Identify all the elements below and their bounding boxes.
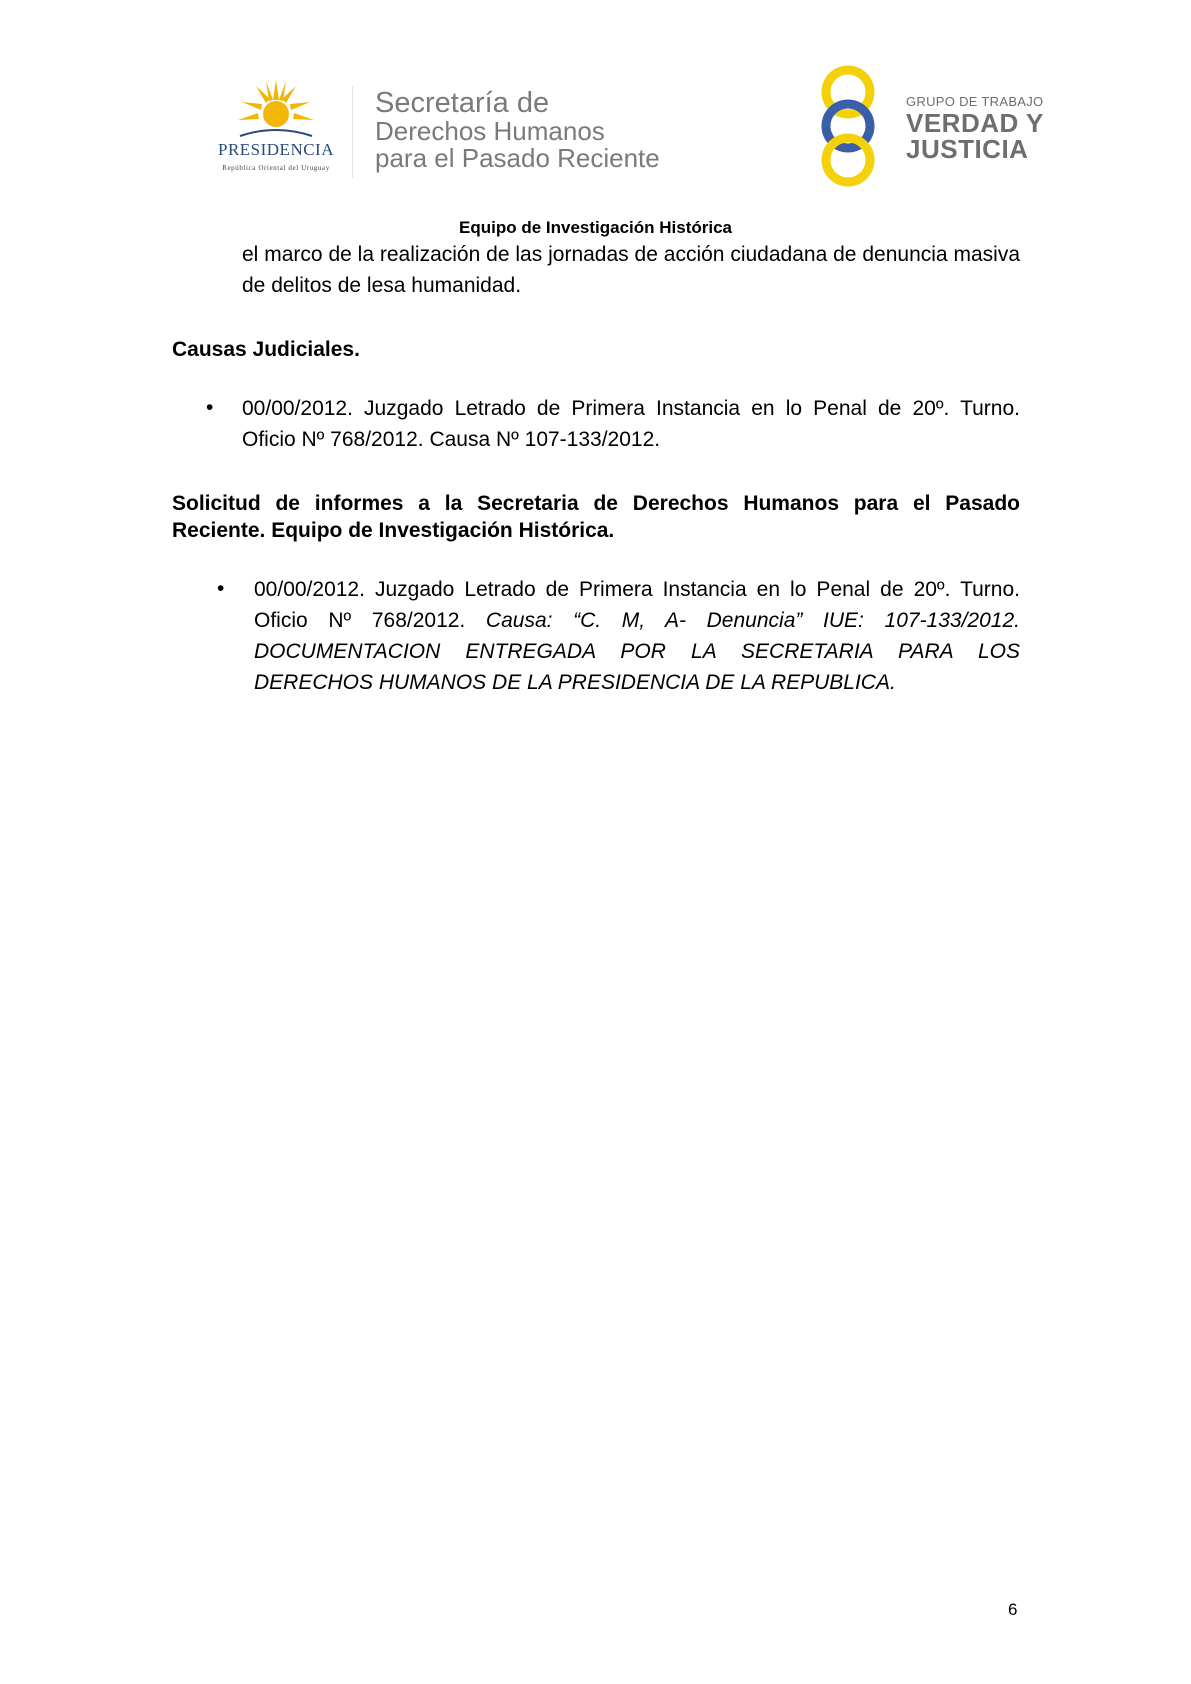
continuation-paragraph: el marco de la realización de las jornadas de acción ciudadana de denuncia masiva de delitos de lesa humanidad. bbox=[242, 243, 1020, 297]
header-divider bbox=[352, 86, 353, 178]
secretaria-line-3: para el Pasado Reciente bbox=[375, 143, 660, 173]
bullet-icon: • bbox=[217, 577, 225, 600]
secretaria-logo-text bbox=[375, 88, 705, 172]
grupo-line-3: JUSTICIA bbox=[906, 134, 1029, 164]
presidencia-subtitle: República Oriental del Uruguay bbox=[222, 164, 330, 172]
presidencia-wordmark: PRESIDENCIA bbox=[217, 140, 334, 159]
page-number: 6 bbox=[1008, 1600, 1018, 1619]
bullet-icon: • bbox=[206, 396, 214, 419]
section-heading-solicitud: Solicitud de informes a la Secretaria de Derechos Humanos para el Pasado Reciente. Equipo de Investigación Histórica. bbox=[172, 492, 1020, 542]
page-header bbox=[0, 0, 1191, 237]
interlocking-rings-icon bbox=[810, 64, 900, 188]
grupo-verdad-justicia-logo bbox=[810, 64, 1044, 188]
grupo-line-2: VERDAD Y bbox=[906, 108, 1044, 138]
sun-icon bbox=[236, 78, 316, 148]
section-heading-causas: Causas Judiciales. bbox=[172, 338, 360, 361]
list-item-causa: 00/00/2012. Juzgado Letrado de Primera Instancia en lo Penal de 20º. Turno. Oficio Nº 768/2012. Causa Nº 107-133/2012. bbox=[242, 397, 1020, 451]
list-item-plain-text: 00/00/2012. Juzgado Letrado de Primera Instancia en lo Penal de 20º. Turno. Oficio Nº 768/2012. bbox=[254, 578, 1020, 632]
list-item-italic-text: Causa: “C. M, A- Denuncia” IUE: 107-133/2012. DOCUMENTACION ENTREGADA POR LA SECRETARIA PARA LOS DERECHOS HUMANOS DE LA PRESIDENCIA DE LA REPUBLICA. bbox=[254, 609, 1020, 694]
secretaria-line-1: Secretaría de bbox=[375, 87, 550, 119]
secretaria-line-2: Derechos Humanos bbox=[375, 116, 605, 146]
list-item-solicitud bbox=[254, 574, 1020, 698]
presidencia-logo bbox=[196, 78, 356, 186]
team-header: Equipo de Investigación Histórica bbox=[459, 218, 732, 237]
grupo-line-1: GRUPO DE TRABAJO bbox=[906, 94, 1044, 109]
